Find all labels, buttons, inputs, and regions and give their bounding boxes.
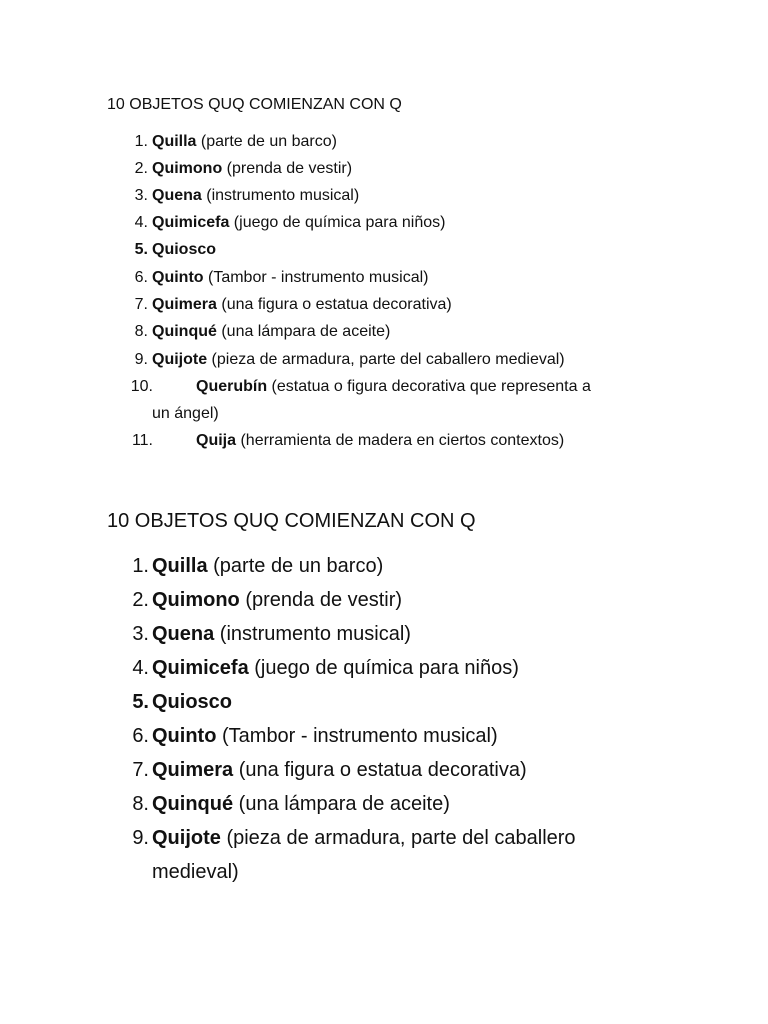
item-term: Quinqué bbox=[152, 323, 217, 340]
item-description: (prenda de vestir) bbox=[239, 589, 403, 611]
item-term: Quimono bbox=[152, 589, 240, 611]
item-term: Quimono bbox=[152, 160, 223, 177]
item-term: Quimera bbox=[152, 759, 234, 781]
item-number: 9. bbox=[132, 827, 149, 849]
item-number: 3. bbox=[134, 187, 148, 204]
item-description: (juego de química para niños) bbox=[248, 657, 519, 679]
item-term: Quiosco bbox=[152, 691, 233, 713]
item-term: Quinto bbox=[152, 725, 217, 747]
item-number: 8. bbox=[134, 323, 148, 340]
item-number: 7. bbox=[134, 296, 148, 313]
item-number: 3. bbox=[132, 623, 149, 645]
item-description: (juego de química para niños) bbox=[229, 214, 446, 231]
item-term: Quiosco bbox=[152, 241, 217, 258]
item-number: 5. bbox=[134, 241, 148, 258]
item-description-continuation: un ángel) bbox=[152, 405, 219, 422]
item-description: (estatua o figura decorativa que representa a bbox=[267, 378, 591, 395]
item-description: (Tambor - instrumento musical) bbox=[216, 725, 498, 747]
item-description: (parte de un barco) bbox=[207, 555, 384, 577]
item-description: (herramienta de madera en ciertos contextos) bbox=[236, 432, 565, 449]
item-description: (pieza de armadura, parte del caballero medieval) bbox=[207, 351, 565, 368]
item-number: 10. bbox=[130, 378, 153, 395]
item-term: Quinqué bbox=[152, 793, 234, 815]
section-title: 10 OBJETOS QUQ COMIENZAN CON Q bbox=[107, 96, 402, 113]
item-number: 2. bbox=[132, 589, 149, 611]
item-number: 8. bbox=[132, 793, 149, 815]
item-number: 4. bbox=[132, 657, 149, 679]
item-number: 7. bbox=[132, 759, 149, 781]
item-number: 9. bbox=[134, 351, 148, 368]
item-term: Quija bbox=[196, 432, 237, 449]
item-term: Quimicefa bbox=[152, 214, 230, 231]
item-number: 1. bbox=[132, 555, 149, 577]
item-description: (Tambor - instrumento musical) bbox=[203, 269, 429, 286]
item-description: (parte de un barco) bbox=[196, 133, 337, 150]
item-description: (una figura o estatua decorativa) bbox=[233, 759, 527, 781]
item-description: (prenda de vestir) bbox=[222, 160, 353, 177]
item-number: 2. bbox=[134, 160, 148, 177]
item-number: 6. bbox=[134, 269, 148, 286]
item-description: (una figura o estatua decorativa) bbox=[216, 296, 452, 313]
item-term: Quijote bbox=[152, 351, 208, 368]
item-number: 5. bbox=[132, 691, 149, 713]
item-term: Quilla bbox=[152, 555, 208, 577]
item-number: 1. bbox=[134, 133, 148, 150]
item-description: (una lámpara de aceite) bbox=[216, 323, 391, 340]
item-number: 4. bbox=[134, 214, 148, 231]
item-term: Quena bbox=[152, 623, 215, 645]
item-term: Quinto bbox=[152, 269, 204, 286]
item-number: 11. bbox=[131, 432, 153, 449]
item-description: (instrumento musical) bbox=[201, 187, 360, 204]
item-description: (pieza de armadura, parte del caballero medieval) bbox=[152, 827, 576, 883]
item-number: 6. bbox=[132, 725, 149, 747]
item-term: Quijote bbox=[152, 827, 221, 849]
item-term: Quimera bbox=[152, 296, 217, 313]
item-term: Quilla bbox=[152, 133, 197, 150]
section-title: 10 OBJETOS QUQ COMIENZAN CON Q bbox=[107, 510, 476, 532]
item-term: Quimicefa bbox=[152, 657, 249, 679]
item-term: Querubín bbox=[196, 378, 268, 395]
item-term: Quena bbox=[152, 187, 202, 204]
item-description: (instrumento musical) bbox=[214, 623, 411, 645]
item-description: (una lámpara de aceite) bbox=[233, 793, 450, 815]
